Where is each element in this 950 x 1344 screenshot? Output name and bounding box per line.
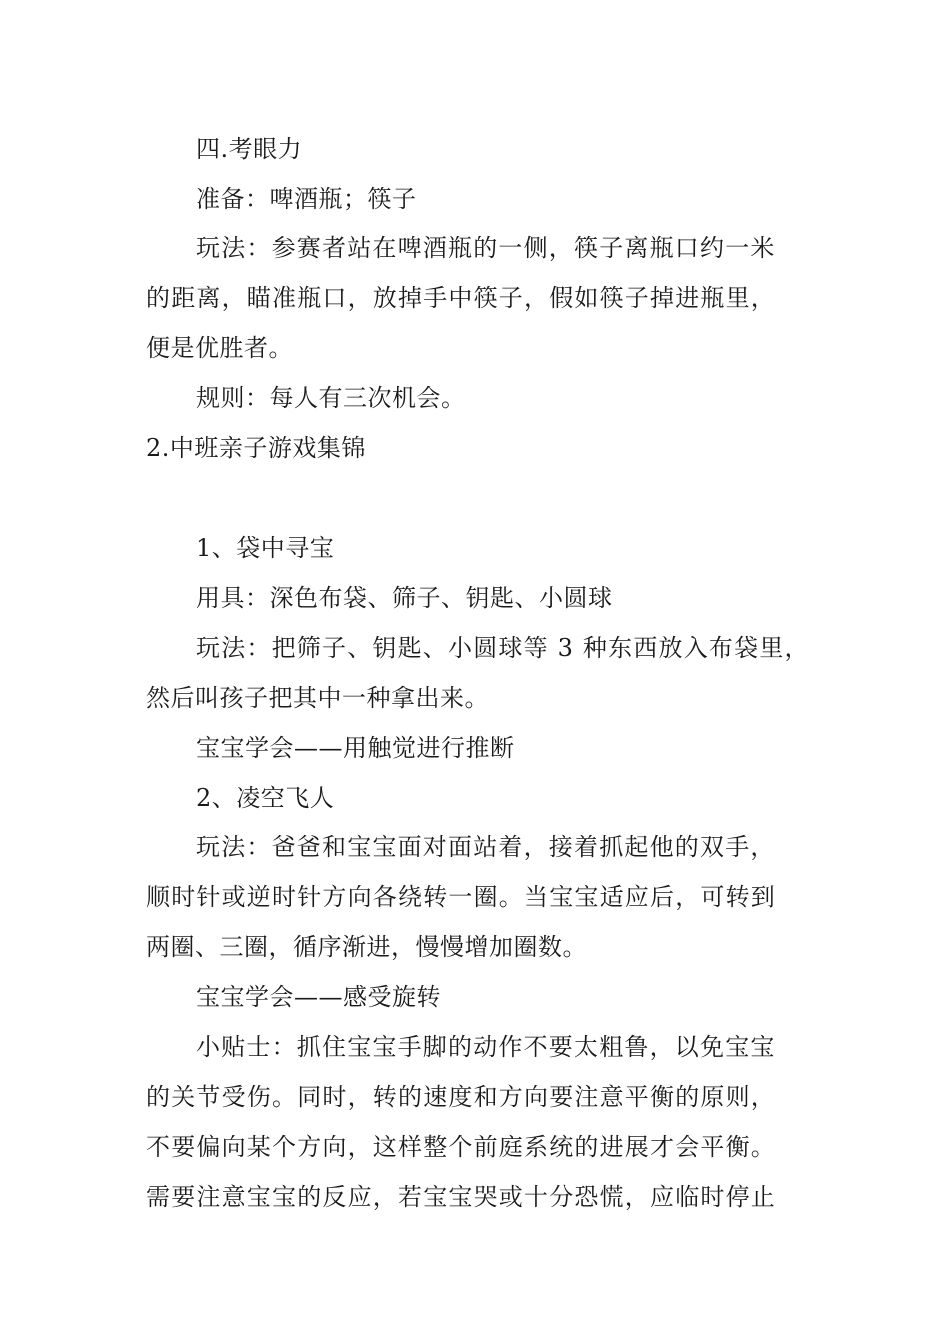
tip-line: 需要注意宝宝的反应，若宝宝哭或十分恐慌，应临时停止: [146, 1183, 776, 1211]
tip-line: 小贴士：抓住宝宝手脚的动作不要太粗鲁，以免宝宝: [196, 1033, 776, 1061]
paragraph-line: 便是优胜者。: [146, 334, 293, 362]
paragraph-line: 玩法：把筛子、钥匙、小圆球等 3 种东西放入布袋里，: [196, 634, 810, 662]
section-heading: 四.考眼力: [196, 135, 303, 163]
tip-line: 不要偏向某个方向，这样整个前庭系统的进展才会平衡。: [146, 1133, 776, 1161]
paragraph-line: 玩法：爸爸和宝宝面对面站着，接着抓起他的双手，: [196, 833, 776, 861]
game-heading: 2、凌空飞人: [196, 784, 335, 812]
learning-line: 宝宝学会——用触觉进行推断: [196, 734, 515, 762]
paragraph-line: 然后叫孩子把其中一种拿出来。: [146, 684, 489, 712]
rule-line: 规则：每人有三次机会。: [196, 384, 466, 412]
paragraph-line: 两圈、三圈，循序渐进，慢慢增加圈数。: [146, 933, 587, 961]
paragraph-line: 顺时针或逆时针方向各绕转一圈。当宝宝适应后，可转到: [146, 883, 776, 911]
article-title: 2.中班亲子游戏集锦: [146, 434, 366, 462]
tip-line: 的关节受伤。同时，转的速度和方向要注意平衡的原则，: [146, 1083, 776, 1111]
learning-line: 宝宝学会——感受旋转: [196, 983, 441, 1011]
tools-line: 用具：深色布袋、筛子、钥匙、小圆球: [196, 584, 613, 612]
paragraph-line: 的距离，瞄准瓶口，放掉手中筷子，假如筷子掉进瓶里，: [146, 284, 776, 312]
preparation-line: 准备：啤酒瓶；筷子: [196, 185, 417, 213]
paragraph-line: 玩法：参赛者站在啤酒瓶的一侧，筷子离瓶口约一米: [196, 234, 776, 262]
game-heading: 1、袋中寻宝: [196, 534, 335, 562]
